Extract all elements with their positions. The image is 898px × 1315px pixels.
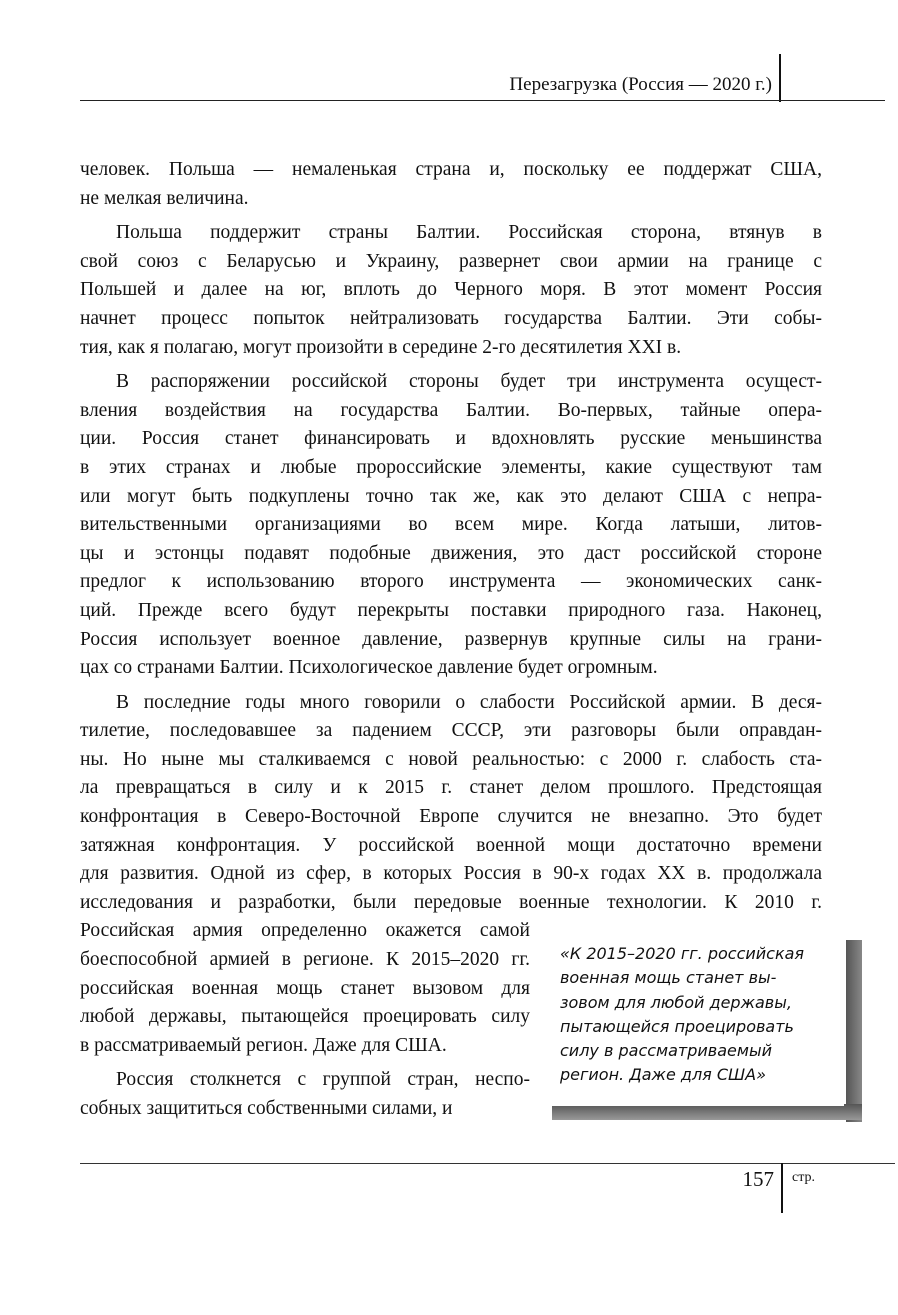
text-line: свой союз с Беларусью и Украину, развернет свои армии на границе с bbox=[80, 250, 822, 272]
running-header: Перезагрузка (Россия — 2020 г.) bbox=[509, 74, 772, 95]
text-line: человек. Польша — немаленькая страна и, поскольку ее поддержат США, bbox=[80, 159, 822, 180]
text-line: ла превращаться в силу и к 2015 г. станет делом прошлого. Предстоящая bbox=[80, 777, 822, 799]
text-line: в этих странах и любые пророссийские элементы, какие существуют там bbox=[80, 456, 822, 478]
text-line: затяжная конфронтация. У российской военной мощи достаточно времени bbox=[80, 834, 822, 856]
text-line: боеспособной армией в регионе. К 2015–2020 гг. bbox=[80, 949, 530, 971]
text-line: в рассматриваемый регион. Даже для США. bbox=[80, 1034, 447, 1056]
text-line: для развития. Одной из сфер, в которых Россия в 90-х годах XX в. продолжала bbox=[80, 863, 822, 885]
paragraph bbox=[80, 156, 822, 213]
header-rule bbox=[80, 100, 885, 101]
page-number: 157 bbox=[742, 1167, 774, 1191]
paragraph bbox=[80, 368, 822, 683]
text-line: ны. Но ныне мы сталкиваемся с новой реальностью: с 2000 г. слабость ста- bbox=[80, 748, 822, 770]
text-line: исследования и разработки, были передовые военные технологии. К 2010 г. bbox=[80, 891, 822, 913]
text-line: любой державы, пытающейся проецировать силу bbox=[80, 1006, 530, 1028]
pull-quote-line: военная мощь станет вы- bbox=[560, 968, 777, 988]
page-label: стр. bbox=[792, 1170, 816, 1185]
pull-quote-line: «К 2015–2020 гг. российская bbox=[560, 944, 805, 963]
pull-quote-shadow bbox=[552, 1104, 862, 1120]
text-line: цах со странами Балтии. Психологическое давление будет огромным. bbox=[80, 657, 658, 679]
text-line: В распоряжении российской стороны будет три инструмента осущест- bbox=[116, 371, 822, 393]
text-line: Польшей и далее на юг, вплоть до Черного моря. В этот момент Россия bbox=[80, 279, 822, 301]
text-line: Россия столкнется с группой стран, неспо- bbox=[116, 1069, 530, 1091]
text-line: начнет процесс попыток нейтрализовать государства Балтии. Эти собы- bbox=[80, 307, 822, 329]
text-line: российская военная мощь станет вызовом для bbox=[80, 977, 530, 999]
footer-rule bbox=[80, 1163, 895, 1164]
text-line: ций. Прежде всего будут перекрыты поставки природного газа. Наконец, bbox=[80, 599, 822, 621]
header-divider bbox=[779, 54, 781, 102]
paragraph bbox=[80, 219, 822, 362]
pull-quote-line: пытающейся проецировать bbox=[560, 1016, 794, 1036]
text-line: вления воздействия на государства Балтии. Во-первых, тайные опера- bbox=[80, 399, 822, 421]
pull-quote-line: зовом для любой державы, bbox=[560, 992, 792, 1012]
text-line: тилетие, последовавшее за падением СССР, эти разговоры были оправдан- bbox=[80, 720, 822, 742]
text-line: Россия использует военное давление, развернув крупные силы на грани- bbox=[80, 628, 822, 650]
text-line: Российская армия определенно окажется самой bbox=[80, 920, 530, 942]
footer-divider bbox=[781, 1163, 783, 1213]
pull-quote-line: регион. Даже для США» bbox=[560, 1065, 766, 1085]
text-line: конфронтация в Северо-Восточной Европе случится не внезапно. Это будет bbox=[80, 806, 822, 828]
pull-quote bbox=[560, 942, 850, 1088]
text-line: предлог к использованию второго инструмента — экономических санк- bbox=[80, 571, 822, 593]
text-line: В последние годы много говорили о слабости Российской армии. В деся- bbox=[116, 691, 822, 713]
text-line: или могут быть подкуплены точно так же, как это делают США с непра- bbox=[80, 485, 822, 507]
text-line: вительственными организациями во всем мире. Когда латыши, литов- bbox=[80, 514, 822, 536]
text-line: ции. Россия станет финансировать и вдохновлять русские меньшинства bbox=[80, 428, 822, 450]
text-line: тия, как я полагаю, могут произойти в середине 2-го десятилетия XXI в. bbox=[80, 336, 682, 358]
text-line: собных защититься собственными силами, и bbox=[80, 1098, 453, 1119]
text-line: Польша поддержит страны Балтии. Российская сторона, втянув в bbox=[116, 222, 822, 244]
text-line: не мелкая величина. bbox=[80, 187, 249, 209]
text-line: цы и эстонцы подавят подобные движения, это даст российской стороне bbox=[80, 542, 822, 564]
pull-quote-line: силу в рассматриваемый bbox=[560, 1041, 772, 1061]
